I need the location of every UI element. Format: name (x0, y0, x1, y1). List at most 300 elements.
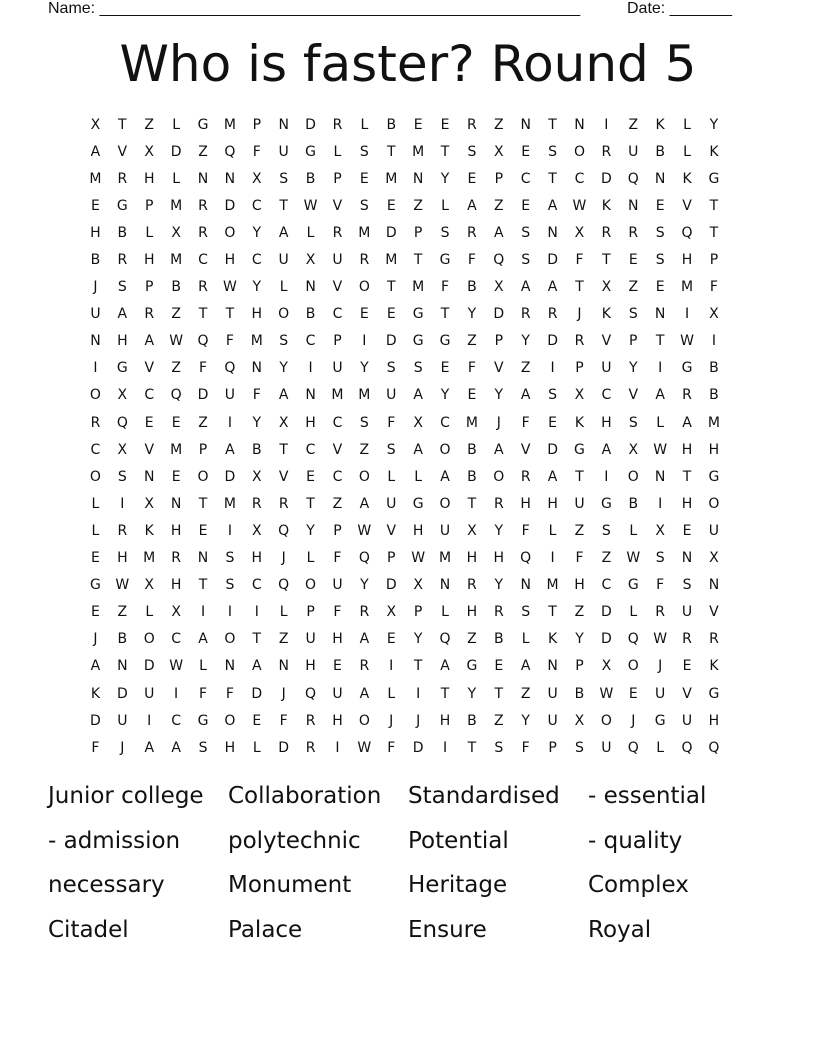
grid-letter: S (655, 252, 665, 269)
grid-letter: N (708, 577, 720, 594)
grid-letter: N (520, 116, 531, 133)
grid-letter: Y (494, 577, 504, 594)
grid-letter: R (144, 306, 155, 323)
grid-letter: M (707, 414, 720, 431)
grid-letter: U (439, 522, 451, 539)
grid-letter: A (225, 441, 235, 458)
grid-letter: B (171, 279, 181, 296)
grid-letter: C (198, 252, 208, 269)
grid-letter: G (627, 577, 639, 594)
grid-letter: M (412, 279, 425, 296)
grid-letter: W (653, 631, 668, 648)
grid-letter: U (386, 387, 397, 404)
word-list-item: Standardised (408, 783, 560, 809)
grid-letter: G (654, 712, 666, 729)
grid-letter: Q (681, 224, 693, 241)
grid-letter: I (254, 604, 259, 621)
word-list-item: Heritage (408, 872, 508, 898)
word-list-item: Junior college (48, 783, 204, 809)
grid-letter: Z (171, 360, 181, 377)
word-list-item: - essential (588, 783, 707, 809)
grid-letter: S (521, 224, 531, 241)
grid-letter: J (281, 550, 286, 567)
grid-letter: A (171, 739, 181, 756)
grid-letter: C (601, 387, 612, 404)
grid-letter: H (708, 441, 720, 458)
grid-letter: M (358, 387, 371, 404)
grid-letter: F (225, 333, 234, 350)
grid-letter: C (305, 333, 316, 350)
grid-letter: L (548, 522, 557, 539)
grid-letter: Z (144, 116, 155, 133)
grid-letter: S (548, 387, 558, 404)
grid-letter: M (250, 333, 263, 350)
grid-letter: Q (278, 522, 290, 539)
grid-letter: R (198, 224, 208, 241)
grid-letter: Z (520, 360, 531, 377)
grid-letter: X (144, 495, 155, 512)
grid-letter: O (224, 712, 236, 729)
word-list-item: Ensure (408, 916, 487, 943)
grid-letter: U (601, 360, 612, 377)
word-search-grid (82, 111, 727, 761)
grid-letter: Y (279, 360, 288, 377)
grid-letter: K (144, 522, 154, 539)
grid-letter: X (144, 143, 155, 160)
grid-letter: C (171, 631, 181, 648)
grid-letter: H (224, 252, 236, 269)
grid-letter: W (115, 577, 130, 594)
grid-letter: N (197, 170, 209, 187)
grid-letter: E (548, 414, 558, 431)
grid-letter: P (333, 170, 342, 187)
grid-letter: J (93, 279, 98, 296)
grid-letter: B (90, 252, 101, 269)
grid-letter: I (147, 712, 152, 729)
grid-letter: S (386, 360, 396, 377)
grid-letter: S (601, 522, 611, 539)
grid-letter: M (170, 252, 183, 269)
grid-letter: Y (628, 360, 638, 377)
grid-letter: I (335, 739, 340, 756)
grid-letter: S (359, 414, 369, 431)
grid-letter: H (170, 577, 182, 594)
grid-letter: B (655, 143, 665, 160)
word-list-item: Potential (408, 827, 509, 854)
grid-letter: W (357, 739, 372, 756)
grid-letter: W (626, 550, 641, 567)
grid-letter: R (467, 577, 477, 594)
grid-letter: D (493, 306, 505, 323)
grid-letter: R (305, 712, 316, 729)
grid-letter: W (680, 333, 694, 350)
grid-letter: F (198, 360, 208, 377)
grid-letter: R (332, 116, 343, 133)
grid-letter: X (144, 577, 155, 594)
grid-letter: T (225, 306, 235, 323)
grid-letter: G (116, 360, 128, 377)
grid-letter: D (600, 170, 612, 187)
grid-letter: S (117, 468, 127, 485)
grid-letter: Q (305, 685, 317, 702)
grid-letter: F (198, 685, 208, 702)
grid-letter: G (197, 116, 209, 133)
word-list-item: Collaboration (228, 783, 382, 809)
grid-letter: F (387, 414, 396, 431)
grid-letter: X (574, 387, 585, 404)
grid-letter: Z (171, 306, 181, 323)
grid-letter: D (224, 197, 236, 214)
grid-letter: F (440, 279, 450, 296)
grid-letter: U (386, 495, 397, 512)
grid-letter: E (91, 550, 100, 567)
grid-letter: S (225, 550, 235, 567)
grid-letter: D (170, 143, 182, 160)
grid-letter: N (305, 279, 316, 296)
grid-letter: P (413, 604, 423, 621)
grid-letter: D (143, 658, 155, 675)
grid-letter: T (467, 739, 477, 756)
grid-letter: N (278, 116, 289, 133)
grid-letter: I (550, 360, 555, 377)
grid-letter: I (93, 360, 98, 377)
grid-letter: Z (198, 414, 208, 431)
grid-letter: N (654, 468, 666, 485)
grid-letter: N (170, 495, 182, 512)
grid-letter: R (574, 333, 585, 350)
grid-letter: O (708, 495, 720, 512)
grid-letter: A (413, 387, 423, 404)
word-list-item: Citadel (48, 916, 129, 943)
grid-letter: X (305, 252, 316, 269)
grid-letter: H (251, 550, 263, 567)
grid-letter: W (653, 441, 668, 458)
grid-letter: S (548, 143, 558, 160)
grid-letter: C (144, 387, 155, 404)
grid-letter: X (574, 224, 585, 241)
grid-letter: F (521, 414, 530, 431)
grid-letter: B (467, 441, 477, 458)
grid-letter: Q (627, 170, 639, 187)
grid-letter: A (547, 197, 558, 214)
grid-letter: A (90, 143, 101, 160)
grid-letter: E (521, 143, 531, 160)
grid-letter: E (252, 712, 262, 729)
grid-letter: B (709, 387, 719, 404)
grid-letter: A (494, 441, 504, 458)
grid-letter: R (467, 116, 477, 133)
grid-letter: L (91, 522, 100, 539)
grid-letter: T (709, 224, 719, 241)
grid-letter: T (279, 197, 288, 214)
grid-letter: Z (601, 550, 612, 567)
grid-letter: X (574, 712, 585, 729)
grid-letter: N (278, 658, 289, 675)
grid-letter: E (682, 522, 692, 539)
grid-letter: I (711, 333, 716, 350)
grid-letter: R (709, 631, 719, 648)
grid-letter: I (550, 550, 555, 567)
grid-letter: T (440, 306, 450, 323)
grid-letter: Y (467, 685, 477, 702)
grid-letter: X (709, 306, 719, 323)
grid-letter: T (548, 170, 557, 187)
grid-letter: P (709, 252, 719, 269)
grid-letter: C (574, 170, 585, 187)
grid-letter: P (413, 224, 423, 241)
grid-letter: T (252, 631, 262, 648)
grid-letter: G (90, 577, 101, 594)
grid-letter: F (91, 739, 100, 756)
grid-letter: T (198, 495, 208, 512)
grid-letter: O (627, 468, 639, 485)
grid-letter: O (143, 631, 155, 648)
grid-letter: X (601, 658, 612, 675)
grid-letter: I (308, 360, 313, 377)
grid-letter: J (577, 306, 582, 323)
grid-letter: D (600, 604, 612, 621)
grid-letter: O (627, 658, 639, 675)
grid-letter: L (279, 604, 288, 621)
grid-letter: L (199, 658, 207, 675)
grid-letter: C (171, 712, 181, 729)
grid-letter: Y (494, 522, 504, 539)
grid-letter: R (359, 658, 370, 675)
grid-letter: K (709, 658, 719, 675)
grid-letter: H (143, 170, 155, 187)
grid-letter: M (465, 414, 478, 431)
grid-letter: V (332, 279, 343, 296)
grid-letter: O (358, 279, 370, 296)
grid-letter: N (520, 577, 531, 594)
grid-letter: W (411, 550, 426, 567)
grid-letter: V (682, 685, 692, 702)
grid-letter: Z (413, 197, 423, 214)
grid-letter: T (440, 685, 450, 702)
grid-letter: B (251, 441, 262, 458)
grid-letter: R (117, 170, 128, 187)
grid-letter: K (601, 306, 611, 323)
grid-letter: I (174, 685, 179, 702)
grid-letter: H (143, 252, 155, 269)
grid-letter: M (412, 143, 425, 160)
grid-letter: S (279, 170, 289, 187)
grid-letter: I (200, 604, 206, 621)
grid-letter: P (198, 441, 208, 458)
grid-letter: L (387, 468, 396, 485)
grid-letter: N (224, 658, 236, 675)
grid-letter: Q (681, 739, 693, 756)
grid-letter: T (198, 306, 208, 323)
grid-letter: Z (494, 116, 504, 133)
grid-letter: L (387, 685, 396, 702)
grid-letter: Y (709, 116, 719, 133)
grid-letter: V (278, 468, 289, 485)
grid-letter: O (358, 712, 370, 729)
grid-letter: I (120, 495, 125, 512)
grid-letter: E (467, 170, 477, 187)
grid-letter: D (116, 685, 128, 702)
grid-letter: H (251, 306, 263, 323)
grid-letter: H (681, 495, 693, 512)
grid-letter: B (305, 170, 316, 187)
grid-letter: H (90, 224, 101, 241)
grid-letter: C (251, 252, 262, 269)
grid-letter: M (331, 387, 344, 404)
grid-letter: B (467, 712, 477, 729)
grid-letter: B (305, 306, 316, 323)
grid-letter: R (547, 306, 558, 323)
grid-letter: R (198, 279, 208, 296)
grid-letter: N (654, 306, 666, 323)
grid-letter: O (439, 495, 451, 512)
grid-letter: J (93, 631, 98, 648)
grid-letter: U (547, 685, 558, 702)
grid-letter: Y (440, 387, 450, 404)
grid-letter: A (520, 279, 531, 296)
grid-letter: V (144, 441, 155, 458)
grid-letter: H (574, 577, 585, 594)
grid-letter: R (493, 604, 504, 621)
grid-letter: K (709, 143, 719, 160)
grid-letter: F (333, 550, 342, 567)
grid-letter: F (252, 387, 261, 404)
grid-letter: L (683, 116, 691, 133)
grid-letter: R (467, 224, 477, 241)
word-list-item: Monument (228, 872, 352, 898)
grid-letter: O (224, 631, 236, 648)
grid-letter: X (278, 414, 289, 431)
grid-letter: M (358, 224, 371, 241)
grid-letter: I (416, 685, 421, 702)
grid-letter: T (494, 685, 504, 702)
grid-letter: L (656, 414, 665, 431)
grid-letter: E (494, 658, 504, 675)
grid-letter: R (332, 224, 343, 241)
grid-letter: X (655, 522, 665, 539)
grid-letter: O (358, 468, 370, 485)
grid-letter: D (547, 252, 558, 269)
grid-letter: H (466, 604, 478, 621)
grid-letter: I (604, 116, 609, 133)
grid-letter: L (145, 604, 154, 621)
grid-letter: Y (252, 279, 262, 296)
grid-letter: F (575, 550, 584, 567)
grid-letter: L (145, 224, 154, 241)
grid-letter: L (656, 739, 665, 756)
grid-letter: A (440, 468, 450, 485)
grid-letter: V (520, 441, 531, 458)
grid-letter: C (440, 414, 450, 431)
grid-letter: X (251, 522, 262, 539)
grid-letter: D (224, 468, 236, 485)
grid-letter: I (658, 495, 663, 512)
grid-letter: S (386, 441, 396, 458)
grid-letter: O (224, 224, 236, 241)
word-list-item: necessary (48, 872, 165, 898)
grid-letter: A (520, 658, 531, 675)
grid-letter: Z (117, 604, 128, 621)
grid-letter: Y (252, 414, 262, 431)
grid-letter: S (628, 414, 638, 431)
grid-letter: H (708, 712, 720, 729)
grid-letter: E (91, 604, 100, 621)
grid-letter: E (386, 631, 396, 648)
grid-letter: M (385, 170, 398, 187)
grid-letter: U (332, 685, 343, 702)
word-list-item: polytechnic (228, 827, 361, 854)
grid-letter: C (520, 170, 531, 187)
grid-letter: Y (306, 522, 315, 539)
grid-letter: T (118, 116, 127, 133)
grid-letter: B (574, 685, 585, 702)
grid-letter: O (600, 712, 612, 729)
grid-letter: P (145, 197, 154, 214)
grid-letter: U (90, 306, 101, 323)
grid-letter: B (467, 279, 477, 296)
grid-letter: F (467, 252, 476, 269)
grid-letter: G (708, 685, 720, 702)
grid-letter: X (171, 224, 181, 241)
grid-letter: A (655, 387, 665, 404)
grid-letter: T (413, 658, 423, 675)
grid-letter: O (278, 306, 290, 323)
grid-letter: X (628, 441, 639, 458)
grid-letter: P (333, 333, 342, 350)
grid-letter: R (601, 224, 612, 241)
grid-letter: G (708, 170, 720, 187)
grid-letter: N (143, 468, 155, 485)
grid-letter: R (359, 604, 370, 621)
word-list-item: Royal (588, 916, 652, 943)
grid-letter: Z (628, 279, 639, 296)
grid-letter: F (467, 360, 476, 377)
grid-letter: R (251, 495, 262, 512)
grid-letter: F (521, 522, 530, 539)
grid-letter: R (278, 495, 289, 512)
grid-letter: H (601, 414, 612, 431)
grid-letter: E (628, 252, 638, 269)
grid-letter: G (197, 712, 209, 729)
grid-letter: T (655, 333, 665, 350)
grid-letter: U (278, 252, 289, 269)
grid-letter: Y (521, 712, 530, 729)
grid-letter: X (171, 604, 181, 621)
grid-letter: X (494, 143, 504, 160)
grid-letter: R (493, 495, 504, 512)
grid-letter: N (90, 333, 101, 350)
grid-letter: X (90, 116, 101, 133)
grid-letter: A (440, 658, 450, 675)
grid-letter: R (117, 522, 128, 539)
grid-letter: H (332, 631, 343, 648)
grid-letter: X (117, 441, 128, 458)
grid-letter: W (169, 333, 184, 350)
grid-letter: E (333, 658, 342, 675)
grid-letter: U (144, 685, 155, 702)
grid-letter: V (332, 197, 343, 214)
grid-letter: H (493, 550, 505, 567)
grid-letter: G (681, 360, 693, 377)
grid-letter: T (602, 252, 611, 269)
grid-letter: T (548, 116, 557, 133)
grid-letter: U (278, 143, 289, 160)
grid-letter: F (225, 685, 234, 702)
grid-letter: D (278, 739, 290, 756)
grid-letter: Q (627, 739, 639, 756)
grid-letter: U (681, 712, 693, 729)
grid-letter: N (681, 550, 693, 567)
